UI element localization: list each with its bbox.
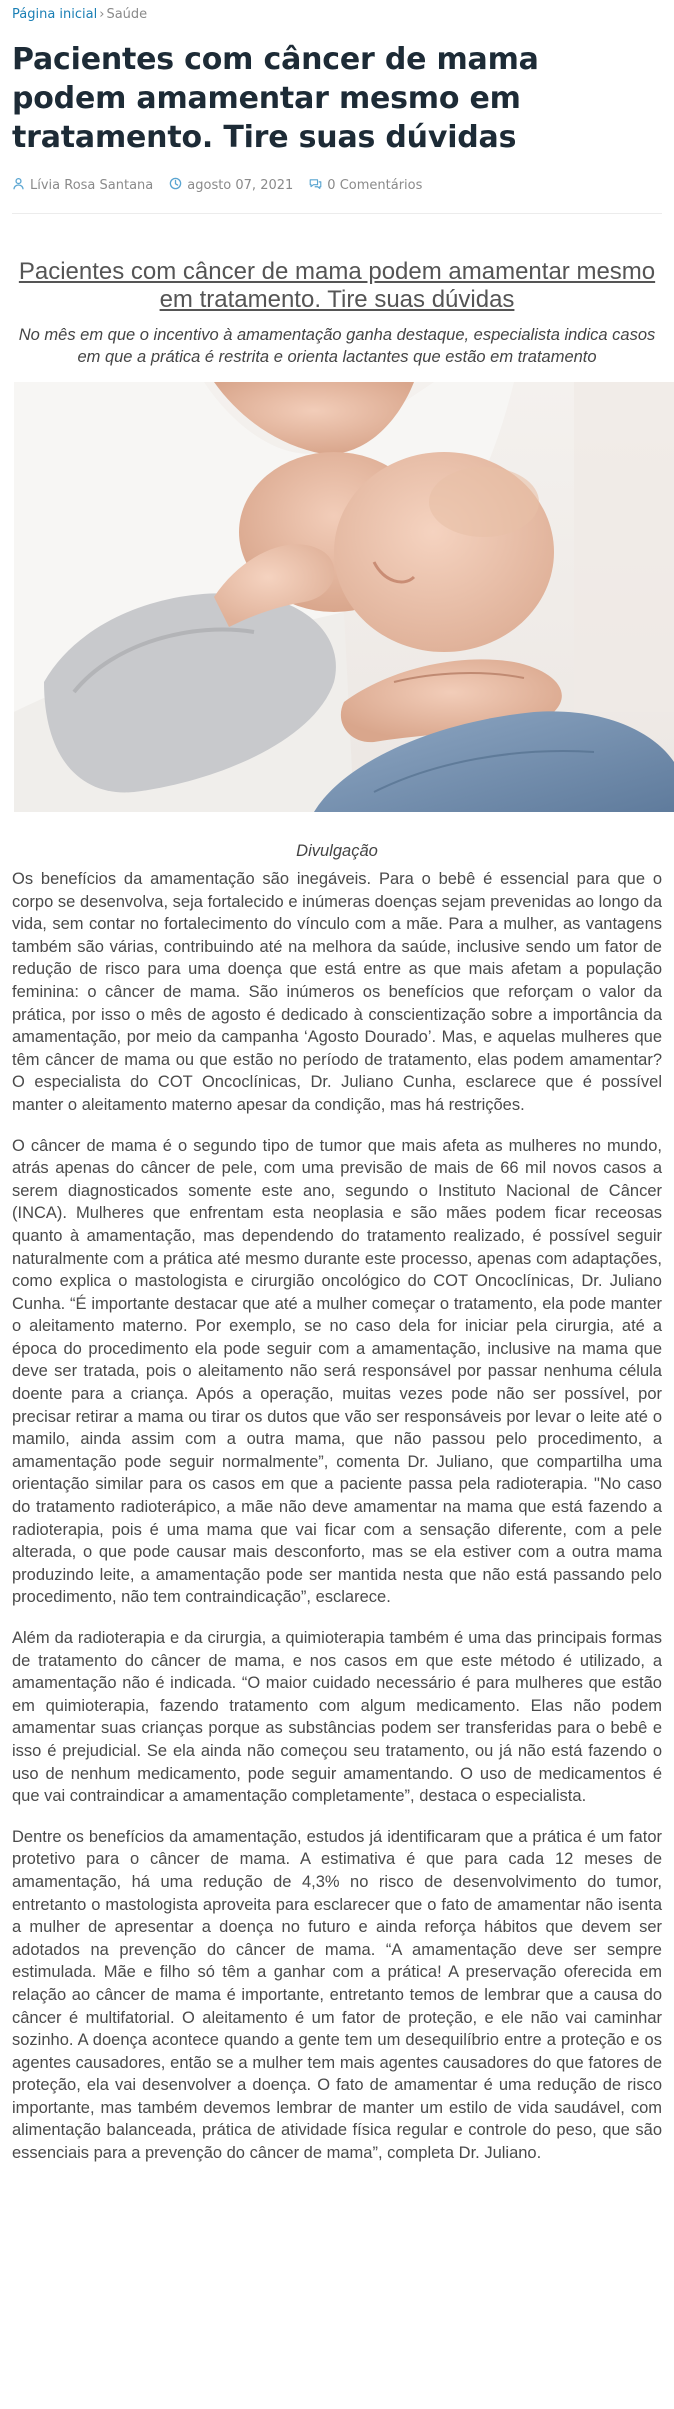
- post-comments-count: 0 Comentários: [327, 177, 423, 193]
- breastfeeding-photo: [14, 382, 674, 812]
- article-paragraph-1: Os benefícios da amamentação são inegáveis. Para o bebê é essencial para que o corpo se desenvolva, seja fortalecido e inúmeras doenças sejam prevenidas ao longo da vida, sem contar no fortalecimento do vínculo com a mãe. Para a mulher, as vantagens também são várias, contribuindo até na melhora da saúde, inclusive sendo um fator de redução de risco para uma doença que está entre as que mais afetam a população feminina: o câncer de mama. São inúmeros os benefícios que reforçam o valor da prática, por isso o mês de agosto é dedicado à conscientização sobre a importância da amamentação, por meio da campanha ‘Agosto Dourado’. Mas, e aquelas mulheres que têm câncer de mama ou que estão no período de tratamento, elas podem amamentar? O especialista do COT Oncoclínicas, Dr. Juliano Cunha, esclarece que é possível manter o aleitamento materno apesar da condição, mas há restrições.: [12, 870, 662, 1114]
- post-comments-link[interactable]: [309, 177, 422, 194]
- meta-divider: [12, 213, 662, 214]
- post-date: [169, 177, 293, 194]
- breadcrumb-separator: ›: [99, 7, 105, 22]
- breadcrumb-current: Saúde: [106, 7, 148, 22]
- article-heading: Pacientes com câncer de mama podem amamentar mesmo em tratamento. Tire suas dúvidas: [18, 258, 656, 313]
- article-paragraph-2: O câncer de mama é o segundo tipo de tumor que mais afeta as mulheres no mundo, atrás apenas do câncer de pele, com uma previsão de mais de 66 mil novos casos a serem diagnosticados somente este ano, segundo o Instituto Nacional de Câncer (INCA). Mulheres que enfrentam esta neoplasia e são mães podem ficar receosas quanto à amamentação, mas dependendo do tratamento realizado, é possível seguir naturalmente com a prática até mesmo durante este processo, apenas com adaptações, como explica o mastologista e cirurgião oncológico do COT Oncoclínicas, Dr. Juliano Cunha. “É importante destacar que até a mulher começar o tratamento, ela pode manter o aleitamento materno. Por exemplo, se no caso dela for iniciar pela cirurgia, até a época do procedimento ela pode seguir com a amamentação, inclusive na mama que deve ser tratada, pois o aleitamento não será responsável por passar nenhuma célula doente para a criança. Após a operação, muitas vezes pode não ser possível, por precisar retirar a mama ou tirar os dutos que vão ser responsáveis por levar o leite até o mamilo, ainda assim com a outra mama, que não passou pelo procedimento, a amamentação pode seguir normalmente”, comenta Dr. Juliano, que compartilha uma orientação similar para os casos em que a paciente passa pela radioterapia. "No caso do tratamento radioterápico, a mãe não deve amamentar na mama que está fazendo a radioterapia, pois é uma mama que vai ficar com a sensação diferente, com a pele alterada, o que pode causar mais desconforto, mas se ela estiver com a outra mama produzindo leite, a amamentação pode ser mantida nesta que não está passando pelo procedimento, não tem contraindicação”, esclarece.: [12, 1136, 662, 1607]
- breadcrumb-home-link[interactable]: Página inicial: [12, 7, 98, 22]
- post-author[interactable]: [12, 177, 153, 194]
- article-paragraph-3: Além da radioterapia e da cirurgia, a quimioterapia também é uma das principais formas de tratamento do câncer de mama, e nos casos em que este método é utilizado, a amamentação não é indicada. “O maior cuidado necessário é para mulheres que estão em quimioterapia, fazendo tratamento com algum medicamento. Elas não podem amamentar suas crianças porque as substâncias podem ser transferidas para o bebê e isso é prejudicial. Se ela ainda não começou seu tratamento, ou já não está fazendo o uso de nenhum medicamento, pode seguir amamentando. O uso de medicamentos é que vai contraindicar a amamentação completamente”, destaca o especialista.: [12, 1629, 662, 1806]
- breadcrumb: [12, 0, 662, 24]
- article-body: [12, 258, 662, 2165]
- article-lead: No mês em que o incentivo à amamentação ganha destaque, especialista indica casos em que a prática é restrita e orienta lactantes que estão em tratamento: [18, 326, 656, 366]
- comments-icon: [309, 177, 322, 194]
- clock-icon: [169, 177, 182, 194]
- post-date-text: agosto 07, 2021: [187, 177, 294, 193]
- image-caption: Divulgação: [296, 842, 378, 860]
- post-title: Pacientes com câncer de mama podem amamentar mesmo em tratamento. Tire suas dúvidas: [12, 42, 539, 155]
- user-icon: [12, 177, 25, 194]
- article-paragraph-4: Dentre os benefícios da amamentação, estudos já identificaram que a prática é um fator protetivo para o câncer de mama. A estimativa é que para cada 12 meses de amamentação, há uma redução de 4,3% no risco de desenvolvimento do tumor, entretanto o mastologista aproveita para esclarecer que o fato de amamentar não isenta a mulher de apresentar a doença no futuro e ainda reforça hábitos que devem ser adotados na prevenção do câncer de mama. “A amamentação deve ser sempre estimulada. Mãe e filho só têm a ganhar com a prática! A preservação oferecida em relação ao câncer de mama é importante, entretanto temos de lembrar que a causa do câncer é multifatorial. O aleitamento é um fator de proteção, e ele não vai caminhar sozinho. A doença acontece quando a gente tem um desequilíbrio entre a proteção e os agentes causadores, então se a mulher tem mais agentes causadores do que fatores de proteção, ela vai desenvolver a doença. O fato de amamentar é uma redução de risco importante, mas também devemos lembrar de manter um estilo de vida saudável, com alimentação balanceada, prática de atividade física regular e controle do peso, que são essenciais para a prevenção do câncer de mama”, completa Dr. Juliano.: [12, 1827, 662, 2163]
- post-author-name: Lívia Rosa Santana: [30, 177, 154, 193]
- post-meta: [12, 175, 662, 195]
